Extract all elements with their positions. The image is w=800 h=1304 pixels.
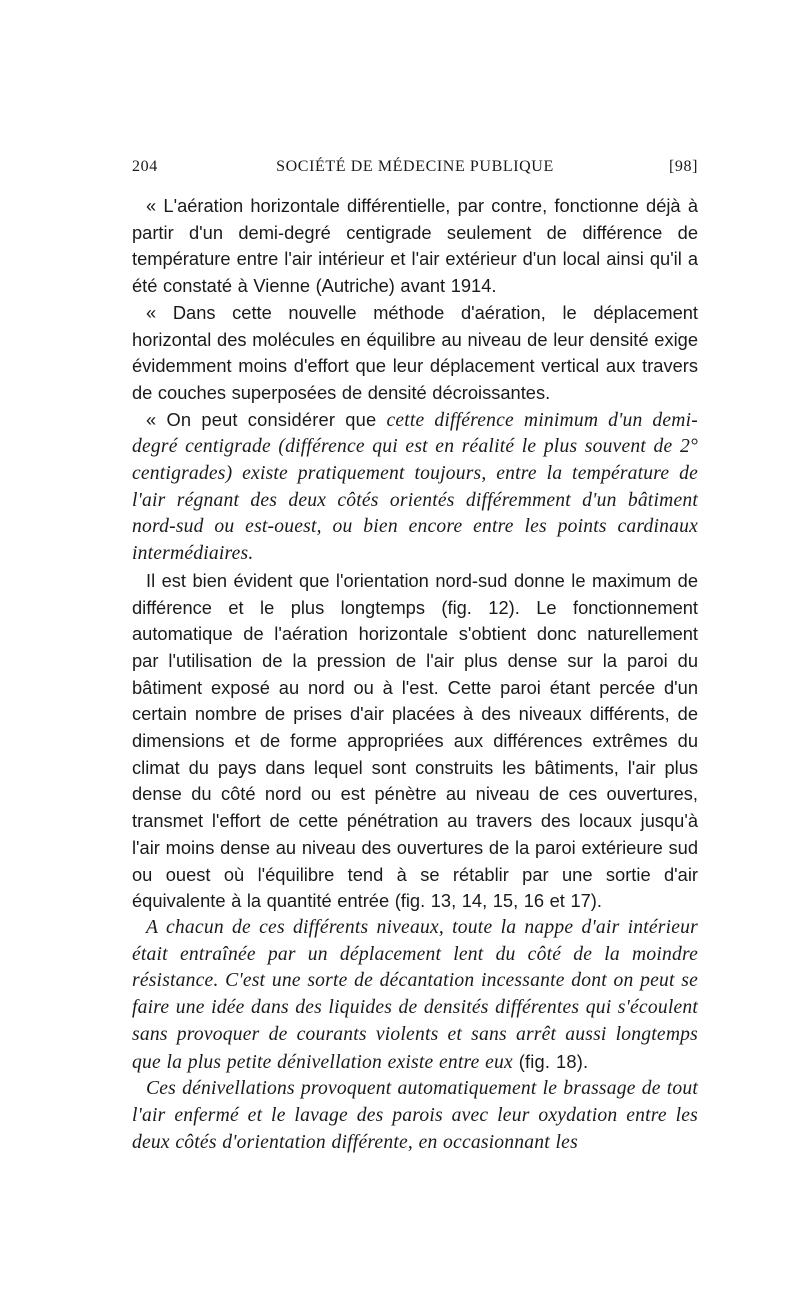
paragraph-italic-text: A chacun de ces différents niveaux, toute la nappe d'air intérieur était entraînée par un déplacement lent du côté de la moindre résistance. C'est une sorte de décantation incessante dont on peut se faire une idée dans des liquides de densités différentes qui s'écoulent sans provoquer de courants violents et sans arrêt aussi longtemps que la plus petite dénivellation existe entre eux: [132, 916, 698, 1073]
paragraph-denivellations: Ces dénivellations provoquent automatiquement le brassage de tout l'air enfermé et le lavage des parois avec leur oxydation entre les deux côtés d'orientation différente, en occasionnant les: [132, 1078, 698, 1153]
paragraph-difference-minimum: [132, 407, 698, 568]
page-number: 204: [132, 158, 158, 175]
page-reference: [98]: [668, 158, 698, 175]
paragraph-nouvelle-methode: « Dans cette nouvelle méthode d'aération, le déplacement horizontal des molécules en équilibre au niveau de leur densité exige évidemment moins d'effort que leur déplacement vertical aux travers de couches superposées de densité décroissantes.: [132, 301, 698, 403]
figure-reference: (fig. 18).: [512, 1050, 589, 1072]
body-text: [132, 193, 698, 1156]
running-header: [132, 158, 698, 184]
paragraph-orientation-nord-sud: Il est bien évident que l'orientation nord-sud donne le maximum de différence et le plus longtemps (fig. 12). Le fonctionnement automatique de l'aération horizontale s'obtient donc naturellement par l'utilisation de la pression de l'air plus dense sur la paroi du bâtiment exposé au nord ou à l'est. Cette paroi étant percée d'un certain nombre de prises d'air placées à des niveaux différents, de dimensions et de forme appropriées aux différences extrêmes du climat du pays dans lequel sont construits les bâtiments, l'air plus dense du côté nord ou est pénètre au niveau de ces ouvertures, transmet l'effort de cette pénétration au travers des locaux jusqu'à l'air moins dense au niveau des ouvertures de la paroi extérieure sud ou ouest où l'équilibre tend à se rétablir par une sortie d'air équivalente à la quantité entrée (fig. 13, 14, 15, 16 et 17).: [132, 569, 698, 912]
paragraph-lead: « On peut considérer que: [146, 408, 387, 430]
paragraph-chacun-niveaux: [132, 915, 698, 1076]
paragraph-italic-text: cette différence minimum d'un demi-degré centigrade (différence qui est en réalité le plus souvent de 2° centigrades) existe pratiquement toujours, entre la température de l'air régnant des deux côtés orientés différemment d'un bâtiment nord-sud ou est-ouest, ou bien encore entre les points cardinaux intermédiaires.: [132, 409, 699, 565]
paragraph-aeration-horizontale: « L'aération horizontale différentielle, par contre, fonctionne déjà à partir d'un demi-degré centigrade seulement de différence de température entre l'air intérieur et l'air extérieur d'un local ainsi qu'il a été constaté à Vienne (Autriche) avant 1914.: [132, 195, 698, 297]
running-title: SOCIÉTÉ DE MÉDECINE PUBLIQUE: [276, 158, 554, 175]
